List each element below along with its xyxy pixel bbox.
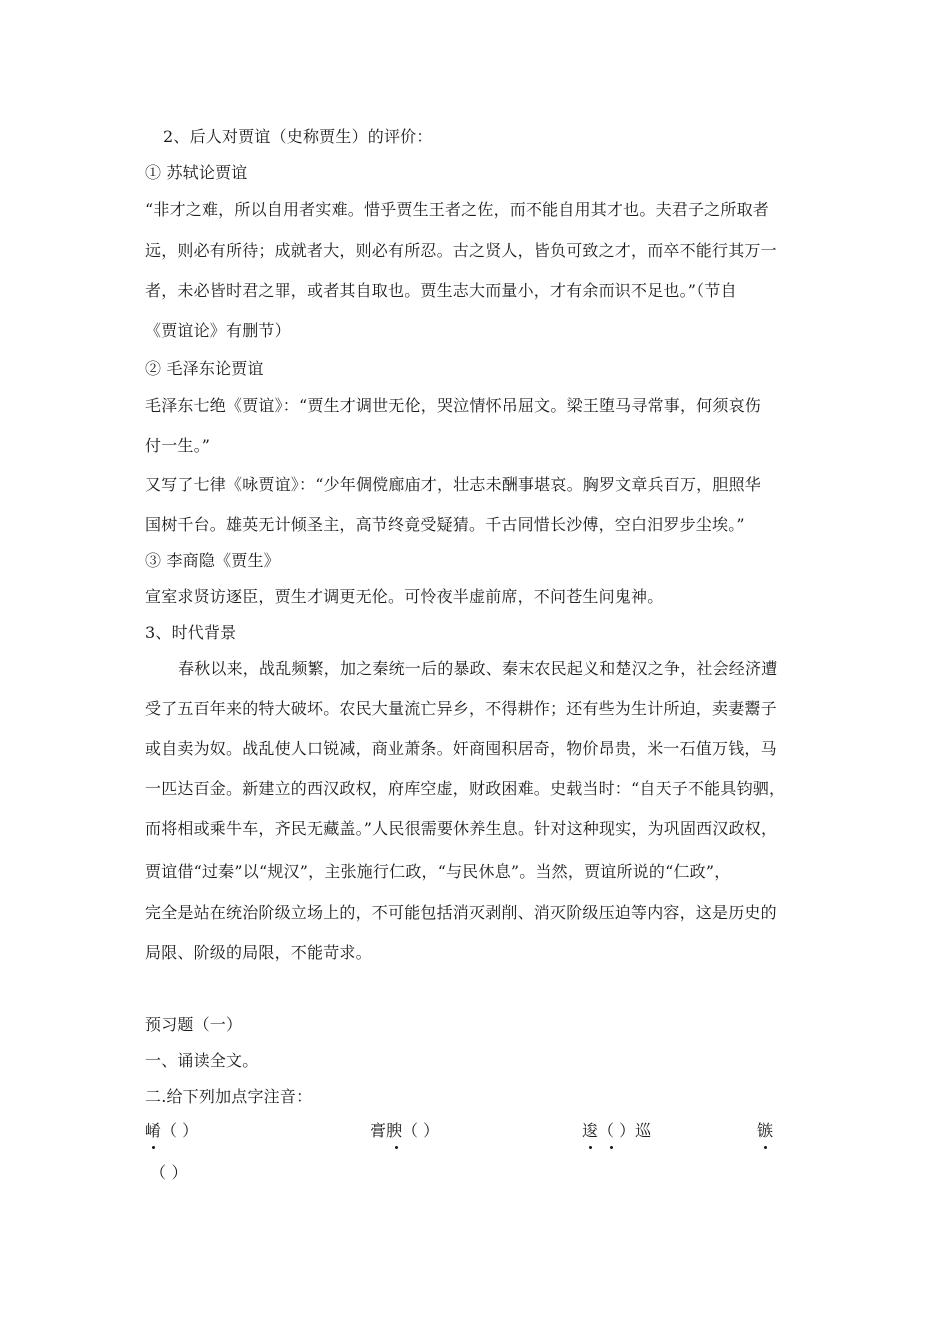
sub3-line: 宣室求贤访逐臣，贾生才调更无伦。可怜夜半虚前席，不问苍生问鬼神。 <box>145 587 664 606</box>
sub3-title: ③ 李商隐《贾生》 <box>145 551 280 570</box>
sub2-line: 国树千台。雄英无计倾圣主，高节终竟受疑猜。千古同惜长沙傅，空白汨罗步尘埃。” <box>145 515 745 534</box>
emphasis-dot <box>152 1146 155 1149</box>
emphasis-dot <box>610 1146 613 1149</box>
preview-item-1: 一、诵读全文。 <box>145 1051 259 1070</box>
preview-title: 预习题（一） <box>145 1015 243 1034</box>
emphasis-dot <box>589 1146 592 1149</box>
paragraph-line: 春秋以来，战乱频繁，加之秦统一后的暴政、秦末农民起义和楚汉之争，社会经济遭 <box>178 659 778 678</box>
annotation-row <box>0 1121 950 1151</box>
paragraph-line: 局限、阶级的局限，不能苛求。 <box>145 943 372 962</box>
sub2-title: ② 毛泽东论贾谊 <box>145 359 264 378</box>
emphasis-dot <box>764 1146 767 1149</box>
paragraph-line: 而将相或乘牛车，齐民无藏盖。”人民很需要休养生息。针对这种现实，为巩固西汉政权， <box>145 819 778 838</box>
paragraph-line: 完全是站在统治阶级立场上的，不可能包括消灭剥削、消灭阶级压迫等内容，这是历史的 <box>145 903 777 922</box>
annotation-item: 镞 <box>757 1121 774 1140</box>
sub1-line: “非才之难，所以自用者实难。惜乎贾生王者之佐，而不能自用其才也。夫君子之所取者 <box>145 200 769 219</box>
annotation-item: （ ） <box>150 1163 188 1182</box>
annotation-item: 崤（ ） <box>145 1121 199 1140</box>
paragraph-line: 受了五百年来的特大破坏。农民大量流亡异乡，不得耕作；还有些为生计所迫，卖妻鬻子 <box>145 699 777 718</box>
preview-item-2: 二.给下列加点字注音： <box>145 1087 313 1106</box>
emphasis-dot <box>395 1146 398 1149</box>
annotation-item: 逡（ ）巡 <box>582 1121 652 1140</box>
section-3-heading: 3、时代背景 <box>145 623 237 642</box>
sub1-line: 《贾谊论》有删节） <box>145 321 291 340</box>
sub1-title: ① 苏轼论贾谊 <box>145 163 248 182</box>
paragraph-line: 或自卖为奴。战乱使人口锐减，商业萧条。奸商囤积居奇，物价昂贵，米一石值万钱，马 <box>145 739 777 758</box>
sub2-line: 付一生。” <box>145 436 211 455</box>
sub1-line: 者，未必皆时君之罪，或者其自取也。贾生志大而量小，才有余而识不足也。”（节自 <box>145 281 737 300</box>
sub2-line: 毛泽东七绝《贾谊》：“贾生才调世无伦，哭泣情怀吊屈文。梁王堕马寻常事，何须哀伤 <box>145 396 761 415</box>
section-2-heading: 2、后人对贾谊（史称贾生）的评价： <box>163 127 433 146</box>
paragraph-line: 贾谊借“过秦”以“规汉”，主张施行仁政，“与民休息”。当然，贾谊所说的“仁政”， <box>145 862 731 881</box>
paragraph-line: 一匹达百金。新建立的西汉政权，府库空虚，财政困难。史载当时：“自天子不能具钧驷， <box>145 779 786 798</box>
sub1-line: 远，则必有所待；成就者大，则必有所忍。古之贤人，皆负可致之才，而卒不能行其万一 <box>145 241 777 260</box>
annotation-item: 膏腴（ ） <box>370 1121 440 1140</box>
sub2-line: 又写了七律《咏贾谊》：“少年倜傥廊庙才，壮志未酬事堪哀。胸罗文章兵百万，胆照华 <box>145 475 761 494</box>
